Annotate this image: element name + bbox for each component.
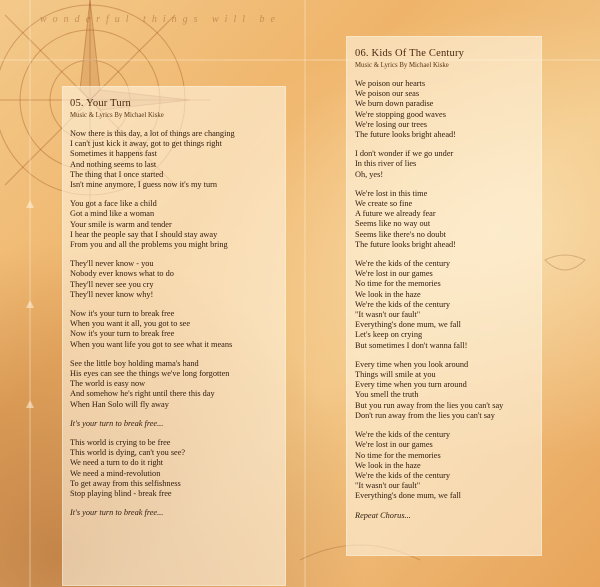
lyric-line: It's your turn to break free... (70, 418, 164, 428)
left-song-credit: Music & Lyrics By Michael Kiske (70, 112, 164, 119)
stanza (355, 189, 503, 250)
lyric-line: No time for the memories (355, 450, 441, 460)
lyric-line: They'll never see you cry (70, 279, 154, 289)
lyric-line: Got a mind like a woman (70, 209, 155, 219)
lyric-line: I hear the people say that I should stay away (70, 229, 218, 239)
lyric-line: "It wasn't our fault" (355, 481, 421, 491)
stanza (70, 199, 235, 250)
lyric-line: Let's keep on crying (355, 330, 423, 340)
stanza (70, 508, 235, 518)
lyric-line: This world is crying to be free (70, 438, 171, 448)
lyric-line: When you want it all, you got to see (70, 319, 191, 329)
lyric-line: We're losing our trees (355, 119, 428, 129)
lyric-line: Oh, yes! (355, 169, 384, 179)
lyric-line: We need a mind-revolution (70, 468, 161, 478)
lyric-line: We're the kids of the century (355, 259, 451, 269)
stanza (70, 259, 235, 300)
lyric-line: We're the kids of the century (355, 430, 451, 440)
lyric-line: You smell the truth (355, 390, 419, 400)
lyric-line: The future looks bright ahead! (355, 130, 456, 140)
lyric-line: To get away from this selfishness (70, 478, 181, 488)
right-lyrics-panel (346, 36, 542, 556)
lyric-line: In this river of lies (355, 159, 417, 169)
lyric-line: See the little boy holding mama's hand (70, 358, 199, 368)
stanza (70, 129, 235, 190)
lyric-line: Don't run away from the lies you can't say (355, 410, 495, 420)
lyric-line: We're lost in this time (355, 188, 428, 198)
stanza (355, 360, 503, 421)
decorative-script-text: wonderful things will be (40, 14, 281, 25)
stanza (70, 359, 235, 410)
lyric-line: We're lost in our games (355, 440, 433, 450)
lyric-line: We're the kids of the century (355, 470, 451, 480)
lyric-line: I don't wonder if we go under (355, 149, 454, 159)
lyric-line: The world is easy now (70, 379, 146, 389)
stanza (355, 430, 503, 501)
right-lyrics (355, 79, 503, 521)
right-song-credit: Music & Lyrics By Michael Kiske (355, 62, 449, 69)
lyric-line: Things will smile at you (355, 370, 436, 380)
lyric-line: Seems like there's no doubt (355, 229, 446, 239)
lyric-line: Now it's your turn to break free (70, 329, 175, 339)
stanza (355, 149, 503, 180)
lyric-line: A future we already fear (355, 209, 436, 219)
lyric-line: Everything's done mum, we fall (355, 320, 461, 330)
lyric-line: We're lost in our games (355, 269, 433, 279)
lyric-line: We poison our seas (355, 89, 420, 99)
stanza (355, 259, 503, 351)
lyric-line: Every time when you turn around (355, 380, 467, 390)
lyric-line: Everything's done mum, we fall (355, 491, 461, 501)
lyric-line: Isn't mine anymore, I guess now it's my turn (70, 180, 218, 190)
lyric-line: But sometimes I don't wanna fall! (355, 340, 468, 350)
stanza (355, 511, 503, 521)
lyric-line: The thing that I once started (70, 169, 164, 179)
lyric-line: From you and all the problems you might bring (70, 240, 228, 250)
lyric-line: They'll never know why! (70, 289, 154, 299)
lyric-line: We look in the haze (355, 289, 421, 299)
lyric-line: When you want life you got to see what it means (70, 339, 233, 349)
lyric-line: We burn down paradise (355, 99, 434, 109)
lyric-line: And nothing seems to last (70, 159, 157, 169)
lyric-line: The future looks bright ahead! (355, 239, 456, 249)
lyric-line: They'll never know - you (70, 259, 154, 269)
right-song-title: 06. Kids Of The Century (355, 48, 465, 59)
stanza (70, 438, 235, 499)
lyric-line: Sometimes it happens fast (70, 149, 157, 159)
stanza (70, 309, 235, 350)
lyric-line: Stop playing blind - break free (70, 489, 172, 499)
stanza (70, 419, 235, 429)
lyric-line: I can't just kick it away, got to get things right (70, 139, 222, 149)
lyric-line: Now there is this day, a lot of things are changing (70, 129, 235, 138)
left-lyrics-panel (62, 86, 286, 586)
lyric-line: It's your turn to break free... (70, 508, 164, 518)
lyric-line: This world is dying, can't you see? (70, 448, 186, 458)
stanza (355, 79, 503, 140)
lyric-line: But you run away from the lies you can't say (355, 400, 504, 410)
lyric-line: Your smile is warm and tender (70, 219, 172, 229)
lyric-line: You got a face like a child (70, 199, 157, 209)
lyric-line: Every time when you look around (355, 359, 469, 369)
lyric-line: Repeat Chorus... (355, 510, 411, 520)
lyric-line: We poison our hearts (355, 79, 426, 88)
lyric-line: No time for the memories (355, 279, 441, 289)
lyric-line: And somehow he's right until there this day (70, 389, 215, 399)
lyric-line: Nobody ever knows what to do (70, 269, 174, 279)
lyric-line: We're stopping good waves (355, 109, 446, 119)
lyric-line: We create so fine (355, 199, 413, 209)
lyric-line: We're the kids of the century (355, 299, 451, 309)
lyric-line: Now it's your turn to break free (70, 309, 175, 319)
lyric-line: We look in the haze (355, 460, 421, 470)
left-song-title: 05. Your Turn (70, 98, 131, 109)
lyric-line: "It wasn't our fault" (355, 310, 421, 320)
lyric-line: We need a turn to do it right (70, 458, 164, 468)
lyric-line: His eyes can see the things we've long forgotten (70, 369, 230, 379)
lyric-line: Seems like no way out (355, 219, 431, 229)
left-lyrics (70, 129, 235, 519)
lyric-line: When Han Solo will fly away (70, 399, 169, 409)
